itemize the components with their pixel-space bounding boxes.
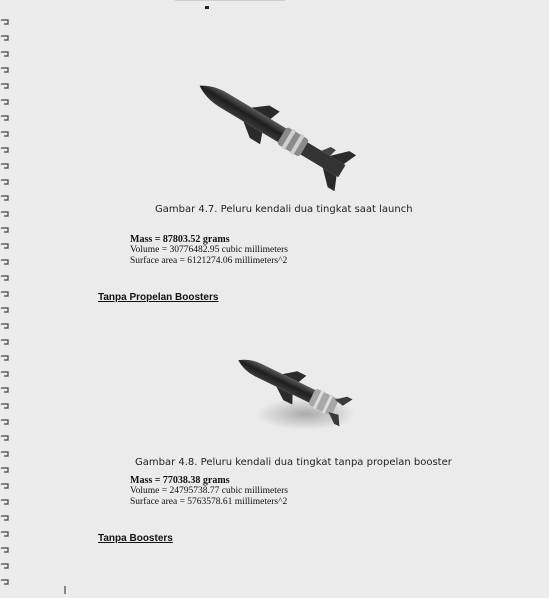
missile-without-propellant-image: [228, 342, 358, 437]
missile-with-boosters-image: [185, 76, 365, 191]
volume-value: Volume = 24795738.77 cubic millimeters: [130, 486, 288, 496]
mass-value: Mass = 87803.52 grams: [130, 234, 230, 245]
section-heading: Tanpa Propelan Boosters: [98, 292, 219, 303]
mass-value: Mass = 77038.38 grams: [130, 475, 230, 486]
surface-area-value: Surface area = 5763578.61 millimeters^2: [130, 497, 288, 507]
volume-value: Volume = 30776482.95 cubic millimeters: [130, 245, 288, 255]
figure-caption: Gambar 4.8. Peluru kendali dua tingkat tanpa propelan booster: [135, 457, 452, 468]
mass-properties: [130, 234, 288, 267]
scan-top-line: [175, 0, 285, 1]
spiral-binding: [0, 0, 14, 598]
figure-caption: Gambar 4.7. Peluru kendali dua tingkat saat launch: [155, 204, 413, 215]
scan-speck: [64, 586, 66, 594]
mass-properties: [130, 475, 288, 508]
surface-area-value: Surface area = 6121274.06 millimeters^2: [130, 256, 288, 266]
scan-dot: [205, 6, 209, 9]
section-heading: Tanpa Boosters: [98, 533, 173, 544]
